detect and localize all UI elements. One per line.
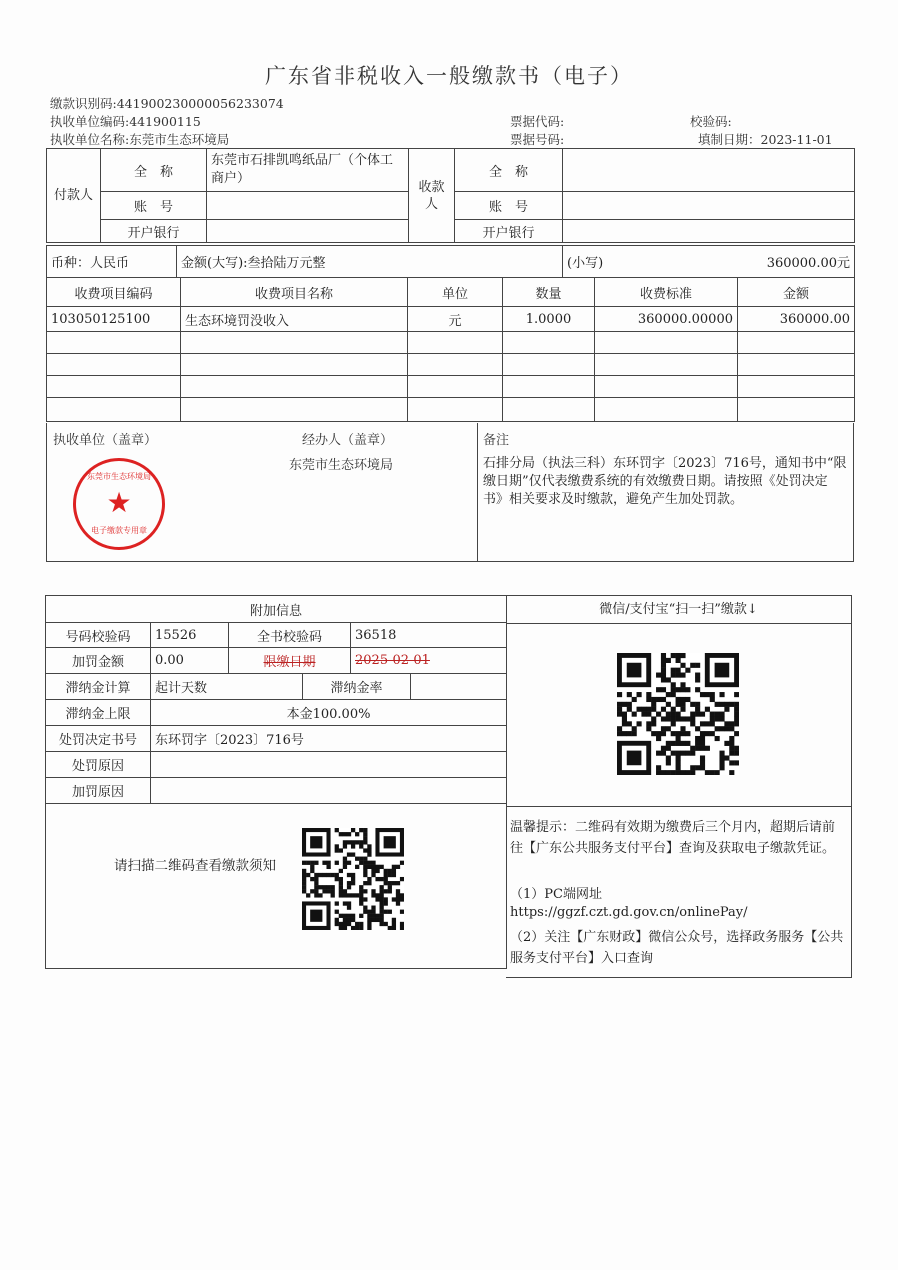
- table-row-empty: [47, 398, 855, 422]
- scan-notice: 请扫描二维码查看缴款须知: [114, 858, 276, 874]
- unit-seal-label: 执收单位（盖章）: [53, 433, 158, 448]
- items-table: [46, 277, 855, 422]
- fine-reason-label: 加罚原因: [46, 778, 151, 804]
- late-cap-label: 滞纳金上限: [46, 700, 151, 726]
- item-qty: 1.0000: [503, 307, 595, 332]
- stamp-bottom-text: 电子缴款专用章: [91, 526, 147, 535]
- payer-label: 付款人: [47, 149, 101, 243]
- fill-date: 填制日期：2023-11-01: [698, 132, 833, 147]
- bill-code-label: 票据代码:: [510, 114, 565, 129]
- items-header-qty: 数量: [503, 278, 595, 307]
- payee-account-label: 账 号: [455, 192, 563, 220]
- reason-label: 处罚原因: [46, 752, 151, 778]
- amount-lower-value: 360000.00元: [766, 256, 850, 271]
- sign-divider: [477, 423, 478, 561]
- payee-name-label: 全 称: [455, 149, 563, 192]
- items-header-unit: 单位: [408, 278, 503, 307]
- payer-bank-value: [207, 220, 409, 243]
- note-text: 石排分局（执法三科）东环罚字〔2023〕716号，通知书中“限缴日期”仅代表缴费系统的有效缴费日期。请按照《处罚决定书》相关要求及时缴款，避免产生加处罚款。: [483, 456, 847, 507]
- bill-no-label: 票据号码:: [510, 132, 565, 147]
- items-header-name: 收费项目名称: [181, 278, 408, 307]
- item-standard: 360000.00000: [595, 307, 738, 332]
- table-row: [47, 307, 855, 332]
- pay-title: 微信/支付宝“扫一扫”缴款↓: [506, 596, 851, 624]
- currency: 币种：人民币: [47, 246, 177, 278]
- table-row-empty: [47, 332, 855, 354]
- note-label: 备注: [483, 433, 510, 448]
- amount-lower-label: (小写): [567, 256, 604, 271]
- table-row-empty: [47, 354, 855, 376]
- stamp-top-text: 东莞市生态环境局: [87, 472, 151, 481]
- check-value: 15526: [151, 623, 229, 648]
- payer-account-label: 账 号: [101, 192, 207, 220]
- start-days-label: 起计天数: [151, 674, 303, 700]
- item-code: 103050125100: [47, 307, 181, 332]
- notice-qr-code-icon: [302, 828, 404, 930]
- items-header-code: 收费项目编码: [47, 278, 181, 307]
- payer-account-value: [207, 192, 409, 220]
- fine-reason-value: [151, 778, 507, 804]
- pay-id: 缴款识别码:441900230000056233074: [50, 96, 284, 111]
- deadline-label: 限缴日期: [229, 648, 351, 674]
- payee-bank-label: 开户银行: [455, 220, 563, 243]
- payer-name-label: 全 称: [101, 149, 207, 192]
- pay-url[interactable]: https://ggzf.czt.gd.gov.cn/onlinePay/: [510, 905, 748, 920]
- items-header-amount: 金额: [738, 278, 855, 307]
- items-header-standard: 收费标准: [595, 278, 738, 307]
- unit-name: 执收单位名称:东莞市生态环境局: [50, 132, 230, 147]
- pay-tip-pc: （1）PC端网址: [510, 887, 602, 902]
- late-calc-label: 滞纳金计算: [46, 674, 151, 700]
- pay-tip: 温馨提示：二维码有效期为缴费后三个月内，超期后请前往【广东公共服务支付平台】查询及获取电子缴款凭证。: [510, 820, 836, 856]
- payee-label: 收款人: [409, 149, 455, 243]
- late-cap-value: 本金100.00%: [151, 700, 507, 726]
- sign-section: [46, 423, 854, 562]
- fine-value: 0.00: [151, 648, 229, 674]
- full-check-value: 36518: [351, 623, 507, 648]
- decision-label: 处罚决定书号: [46, 726, 151, 752]
- extra-info-table: [45, 595, 507, 969]
- unit-code: 执收单位编码:441900115: [50, 114, 201, 129]
- handler-value: 东莞市生态环境局: [289, 458, 394, 473]
- bill-table: [46, 148, 855, 243]
- pay-divider: [506, 806, 851, 807]
- pay-tip-wechat: （2）关注【广东财政】微信公众号，选择政务服务【公共服务支付平台】入口查询: [510, 930, 844, 966]
- check-label: 号码校验码: [46, 623, 151, 648]
- amount-upper: 金额(大写):叁拾陆万元整: [177, 246, 563, 278]
- scan-notice-cell: [46, 804, 507, 969]
- item-amount: 360000.00: [738, 307, 855, 332]
- late-rate-label: 滞纳金率: [303, 674, 411, 700]
- document-title: 广东省非税收入一般缴款书（电子）: [265, 64, 633, 88]
- table-row-empty: [47, 376, 855, 398]
- decision-value: 东环罚字〔2023〕716号: [151, 726, 507, 752]
- payer-bank-label: 开户银行: [101, 220, 207, 243]
- extra-title: 附加信息: [46, 596, 507, 623]
- handler-label: 经办人（盖章）: [302, 433, 394, 448]
- pay-qr-code-icon: [617, 653, 739, 775]
- payee-account-value: [563, 192, 855, 220]
- item-unit: 元: [408, 307, 503, 332]
- star-icon: ★: [106, 486, 132, 519]
- amount-table: [46, 245, 855, 278]
- payee-name-value: [563, 149, 855, 192]
- fine-label: 加罚金额: [46, 648, 151, 674]
- pay-section: [506, 595, 852, 978]
- deadline-value: 2025-02-01: [351, 648, 507, 674]
- full-check-label: 全书校验码: [229, 623, 351, 648]
- item-name: 生态环境罚没收入: [181, 307, 408, 332]
- reason-value: [151, 752, 507, 778]
- payee-bank-value: [563, 220, 855, 243]
- official-stamp: [73, 458, 165, 550]
- check-code-label: 校验码:: [690, 114, 732, 129]
- amount-lower-cell: [563, 246, 855, 278]
- payer-name-value: 东莞市石排凯鸣纸品厂（个体工商户）: [207, 149, 409, 192]
- late-rate-value: [411, 674, 507, 700]
